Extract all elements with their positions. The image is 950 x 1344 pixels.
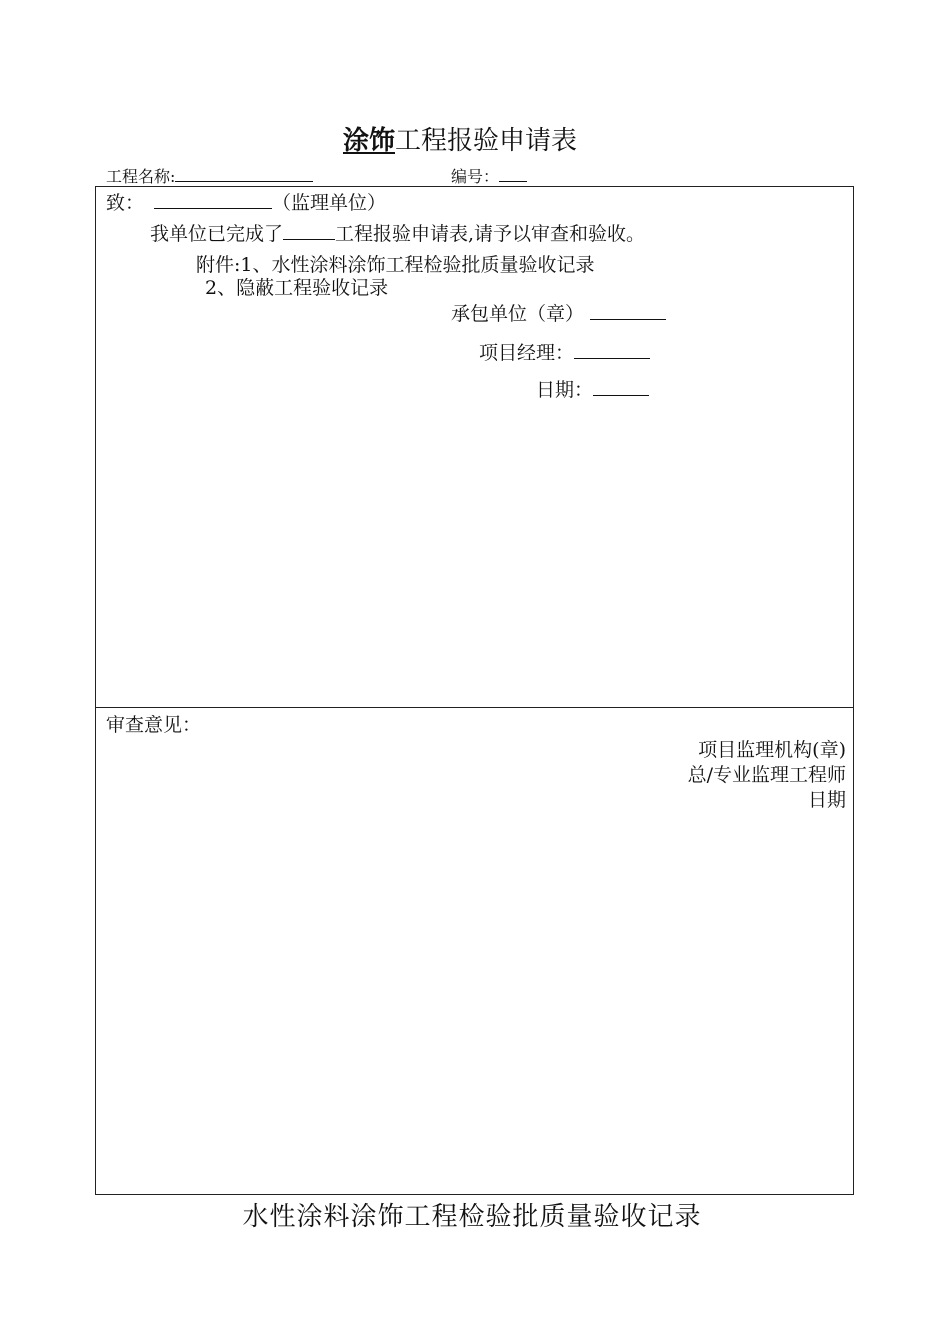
project-name-label: 工程名称: xyxy=(106,167,176,186)
supervisor-unit-blank[interactable] xyxy=(154,192,272,209)
engineer-label: 总/专业监理工程师 xyxy=(687,764,846,786)
number-blank[interactable] xyxy=(499,165,527,182)
attachment-1: 附件:1、水性涂料涂饰工程检验批质量验收记录 xyxy=(196,254,595,276)
manager-line xyxy=(479,338,650,365)
contractor-blank[interactable] xyxy=(590,303,666,320)
number-label: 编号： xyxy=(451,167,500,186)
number-field xyxy=(451,164,527,187)
date-label-1: 日期： xyxy=(536,379,594,401)
body-suffix: 工程报验申请表,请予以审查和验收。 xyxy=(335,223,646,245)
project-name-blank[interactable] xyxy=(175,165,313,182)
manager-label: 项目经理： xyxy=(479,342,575,364)
contractor-label: 承包单位（章） xyxy=(451,303,585,325)
opinion-label: 审查意见： xyxy=(106,714,202,736)
date-label-2: 日期 xyxy=(807,789,846,811)
title-bold-part: 涂饰 xyxy=(342,126,395,156)
manager-blank[interactable] xyxy=(574,342,650,359)
project-name-field xyxy=(106,164,313,187)
title-rest: 工程报验申请表 xyxy=(395,126,578,156)
date-blank-1[interactable] xyxy=(593,379,649,396)
body-prefix: 我单位已完成了 xyxy=(150,223,284,245)
contractor-line xyxy=(451,299,666,326)
footer-title: 水性涂料涂饰工程检验批质量验收记录 xyxy=(242,1202,702,1232)
to-suffix: （监理单位） xyxy=(272,192,387,214)
attachment-2: 2、隐蔽工程验收记录 xyxy=(205,277,389,299)
addressee-line xyxy=(106,188,386,215)
to-label: 致： xyxy=(106,192,145,214)
agency-label: 项目监理机构(章) xyxy=(698,739,846,761)
body-line xyxy=(150,219,645,246)
date-line-1 xyxy=(536,375,649,402)
form-title xyxy=(0,120,920,157)
work-name-blank[interactable] xyxy=(283,223,335,240)
